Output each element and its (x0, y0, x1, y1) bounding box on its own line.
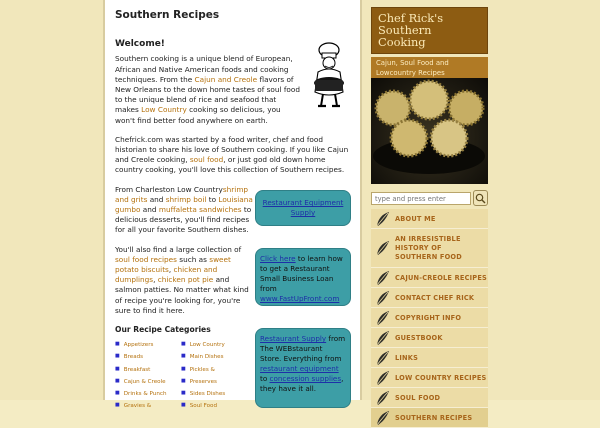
soul-food-paragraph (115, 245, 253, 316)
soul-text: and salmon patties. No matter what kind of recipe you're looking for, you're sure to find it here. (115, 275, 249, 315)
category-item[interactable]: ■ Pickles & (181, 364, 247, 376)
sidebar-item-cajun-creole-recipes[interactable] (371, 268, 488, 288)
link-low-country[interactable]: Low Country (141, 105, 187, 115)
sidebar-item-contact-chef-rick[interactable] (371, 288, 488, 308)
site-title: Southern Recipes (115, 9, 220, 21)
link-restaurant-equipment[interactable]: restaurant equipment (260, 364, 339, 373)
tagline-line: Lowcountry Recipes (376, 69, 445, 77)
leaf-icon (375, 370, 391, 386)
sidebar-item-label: GUESTBOOK (395, 333, 443, 342)
link-chicken-and-dumplings[interactable]: chicken and dumplings (115, 265, 218, 285)
link-restaurant-equipment-supply[interactable]: Restaurant Equipment Supply (262, 198, 344, 217)
sidebar-item-label: SOUTHERN RECIPES (395, 413, 473, 422)
charleston-text: to (206, 194, 219, 204)
charleston-text: to delicious desserts, you'll find recipes for all your favorite Southern dishes. (115, 205, 252, 235)
ad-small-business-loan (255, 248, 351, 306)
sidebar-item-low-country-recipes[interactable] (371, 368, 488, 388)
sidebar-item-label: SOUL FOOD (395, 393, 441, 402)
category-item[interactable]: ■ Gravies & (115, 400, 181, 412)
categories-column-1 (115, 339, 181, 412)
category-item[interactable]: ■ Soul Food (181, 400, 247, 412)
charleston-text: From Charleston Low Country (115, 184, 223, 194)
sidebar-item-label: CONTACT CHEF RICK (395, 293, 475, 302)
link-restaurant-supply[interactable]: Restaurant Supply (260, 334, 327, 343)
link-shrimp-and-grits[interactable]: shrimp and grits (115, 184, 249, 204)
category-item[interactable]: ■ Breakfast (115, 364, 181, 376)
link-sweet-potato-biscuits[interactable]: sweet potato biscuits (115, 254, 231, 275)
charleston-text: and (140, 205, 159, 215)
main-content (103, 0, 362, 410)
link-louisiana-gumbo[interactable]: Louisiana gumbo (115, 194, 253, 215)
sidebar-item-an-irresistible-history-of-southern-food[interactable] (371, 229, 488, 268)
category-item[interactable]: ■ Low Country (181, 339, 247, 351)
tagline-line: Cajun, Soul Food and (376, 59, 449, 67)
food-photo (371, 78, 488, 184)
link-shrimp-boil[interactable]: shrimp boil (165, 194, 207, 204)
search-icon (475, 193, 486, 204)
link-chicken-pot-pie[interactable]: chicken pot pie (157, 275, 214, 285)
leaf-icon (375, 270, 391, 286)
leaf-icon (375, 310, 391, 326)
category-item[interactable]: ■ Cajun & Creole (115, 376, 181, 388)
sidebar-item-copyright-info[interactable] (371, 308, 488, 328)
search-input[interactable] (371, 192, 471, 205)
soul-text: , (153, 275, 158, 285)
welcome-heading: Welcome! (115, 39, 165, 50)
category-item[interactable]: ■ Main Dishes (181, 351, 247, 363)
sidebar-item-label: ABOUT ME (395, 214, 436, 223)
sidebar-item-links[interactable] (371, 348, 488, 368)
link-fastupfront[interactable]: www.FastUpFront.com (260, 294, 340, 303)
ad-text: from The WEBstaurant Store. Everything from (260, 334, 346, 363)
sidebar-item-soul-food[interactable] (371, 388, 488, 408)
category-item[interactable]: ■ Breads (115, 351, 181, 363)
ad-text: , they have it all. (260, 374, 344, 393)
left-text-column (115, 185, 253, 413)
hushpuppies-image (371, 78, 488, 184)
soul-text: , (168, 265, 174, 275)
leaf-icon (375, 211, 391, 227)
sidebar-item-label: COPYRIGHT INFO (395, 313, 462, 322)
leaf-icon (375, 390, 391, 406)
categories-column-2 (181, 339, 247, 412)
intro-text: cooking so delicious, you won't find better food anywhere on earth. (115, 105, 281, 125)
categories-list (115, 339, 253, 412)
category-item[interactable]: ■ Sides Dishes (181, 388, 247, 400)
leaf-icon (375, 330, 391, 346)
ad-text: to learn how to get a Restaurant Small Business Loan from (260, 254, 343, 293)
link-soul-food[interactable]: soul food (189, 155, 224, 165)
sidebar-item-guestbook[interactable] (371, 328, 488, 348)
intro-text: flavors of New Orleans to the down home tastes of soul food to the unique blend of rice and seafood that makes (115, 74, 300, 115)
ad-restaurant-supply (255, 328, 351, 408)
charleston-text: and (147, 194, 166, 204)
sidebar-item-label: LOW COUNTRY RECIPES (395, 373, 487, 382)
sidebar-item-label: AN IRRESISTIBLE HISTORY OF SOUTHERN FOOD (395, 234, 462, 261)
leaf-icon (375, 410, 391, 426)
leaf-icon (375, 290, 391, 306)
charleston-paragraph (115, 185, 253, 236)
leaf-icon (375, 350, 391, 366)
category-item[interactable]: ■ Appetizers (115, 339, 181, 351)
chef-cartoon-icon (304, 42, 354, 108)
site-tagline (371, 57, 488, 78)
about-text: Chefrick.com was started by a food writer, chef and food historian to share his love of Southern cooking. If you like Cajun and Creole cooking, (115, 134, 349, 165)
link-click-here[interactable]: Click here (260, 254, 296, 263)
link-concession-supplies[interactable]: concession supplies (269, 374, 342, 383)
ad-restaurant-equipment (255, 190, 351, 226)
about-paragraph (115, 135, 352, 176)
sidebar-item-label: LINKS (395, 353, 419, 362)
sidebar-nav (371, 209, 488, 428)
sidebar-item-southern-recipes[interactable] (371, 408, 488, 428)
category-item[interactable]: ■ Drinks & Punch (115, 388, 181, 400)
about-text: , or just god old down home country cooking, you'll love this collection of Southern recipes. (115, 155, 345, 175)
soul-text: such as (176, 254, 210, 264)
search-button[interactable] (473, 190, 488, 206)
category-item[interactable]: ■ Preserves (181, 376, 247, 388)
site-brand[interactable]: Chef Rick's Southern Cooking (371, 7, 488, 54)
sidebar-item-about-me[interactable] (371, 209, 488, 229)
ad-text: to (260, 374, 270, 383)
leaf-icon (375, 240, 391, 256)
soul-text: You'll also find a large collection of (115, 244, 242, 254)
link-muffaletta-sandwiches[interactable]: muffaletta sandwiches (158, 205, 242, 215)
link-soul-food-recipes[interactable]: soul food recipes (115, 254, 177, 264)
page-background-left (0, 0, 103, 400)
link-cajun-creole[interactable]: Cajun and Creole (194, 74, 258, 84)
categories-title: Our Recipe Categories (115, 325, 211, 335)
intro-text: Southern cooking is a unique blend of European, African and Native American foods and cooking techniques. From the (115, 54, 293, 84)
sidebar-item-label: CAJUN-CREOLE RECIPES (395, 273, 487, 282)
